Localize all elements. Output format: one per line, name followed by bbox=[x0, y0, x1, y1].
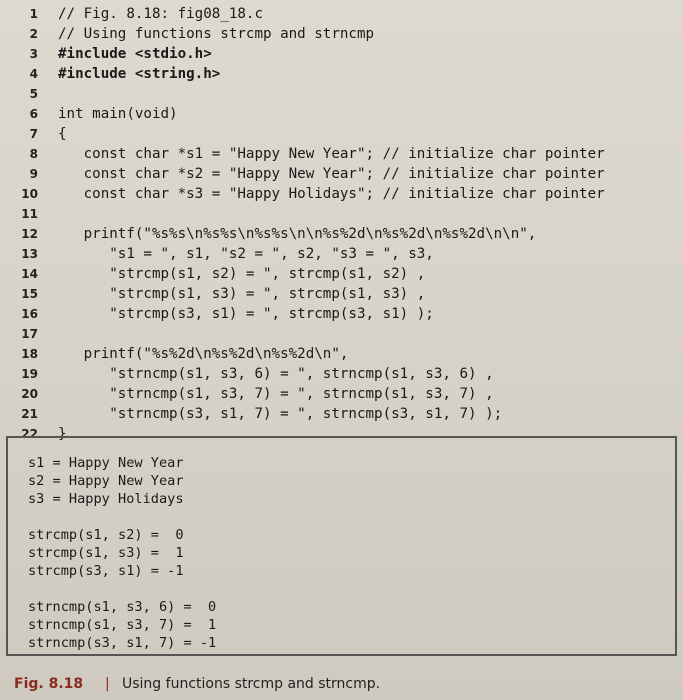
output-line: strncmp(s1, s3, 7) = 1 bbox=[28, 617, 217, 633]
code-text: // Using functions strcmp and strncmp bbox=[58, 26, 375, 42]
output-line: strncmp(s3, s1, 7) = -1 bbox=[28, 635, 217, 651]
code-text: { bbox=[58, 126, 67, 142]
figure-label: Fig. 8.18 bbox=[14, 676, 84, 692]
code-line bbox=[0, 144, 683, 164]
code-line bbox=[0, 204, 683, 224]
code-text: #include <string.h> bbox=[58, 66, 221, 82]
code-line bbox=[0, 184, 683, 204]
line-number: 17 bbox=[21, 327, 38, 341]
line-number: 2 bbox=[29, 27, 38, 41]
output-line: strncmp(s1, s3, 6) = 0 bbox=[28, 599, 217, 615]
line-number: 22 bbox=[21, 427, 38, 441]
code-text: "strcmp(s3, s1) = ", strcmp(s3, s1) ); bbox=[58, 306, 434, 322]
line-number: 11 bbox=[21, 207, 38, 221]
output-line: strcmp(s1, s3) = 1 bbox=[28, 545, 184, 561]
code-text: const char *s2 = "Happy New Year"; // initialize char pointer bbox=[58, 166, 605, 182]
code-text: "strcmp(s1, s2) = ", strcmp(s1, s2) , bbox=[58, 266, 426, 282]
line-number: 21 bbox=[21, 407, 38, 421]
line-number: 20 bbox=[21, 387, 38, 401]
code-text: "strncmp(s1, s3, 7) = ", strncmp(s1, s3, 7) , bbox=[58, 386, 494, 402]
line-number: 7 bbox=[29, 127, 38, 141]
code-text: printf("%s%2d\n%s%2d\n%s%2d\n", bbox=[58, 346, 349, 362]
line-number: 15 bbox=[21, 287, 38, 301]
code-line bbox=[0, 44, 683, 64]
code-line bbox=[0, 24, 683, 44]
program-output-box bbox=[6, 436, 677, 654]
line-number: 13 bbox=[21, 247, 38, 261]
code-line bbox=[0, 4, 683, 24]
code-line bbox=[0, 164, 683, 184]
code-line bbox=[0, 404, 683, 424]
code-text: const char *s1 = "Happy New Year"; // initialize char pointer bbox=[58, 146, 605, 162]
code-line bbox=[0, 124, 683, 144]
code-line bbox=[0, 364, 683, 384]
code-text: int main(void) bbox=[58, 106, 178, 122]
code-text: } bbox=[58, 426, 67, 442]
code-text: // Fig. 8.18: fig08_18.c bbox=[58, 6, 263, 22]
line-number: 9 bbox=[29, 167, 38, 181]
code-text: "strcmp(s1, s3) = ", strcmp(s1, s3) , bbox=[58, 286, 426, 302]
code-text: #include <stdio.h> bbox=[58, 46, 212, 62]
line-number: 4 bbox=[29, 67, 38, 81]
caption-text: Using functions strcmp and strncmp. bbox=[122, 676, 381, 692]
code-text: "strncmp(s3, s1, 7) = ", strncmp(s3, s1, 7) ); bbox=[58, 406, 503, 422]
line-number: 6 bbox=[29, 107, 38, 121]
code-text: "strncmp(s1, s3, 6) = ", strncmp(s1, s3, 6) , bbox=[58, 366, 494, 382]
line-number: 18 bbox=[21, 347, 38, 361]
line-number: 19 bbox=[21, 367, 38, 381]
caption-separator: | bbox=[105, 676, 110, 692]
line-number: 3 bbox=[29, 47, 38, 61]
code-line bbox=[0, 224, 683, 244]
line-number: 1 bbox=[29, 7, 38, 21]
line-number: 5 bbox=[29, 87, 38, 101]
output-line: strcmp(s3, s1) = -1 bbox=[28, 563, 184, 579]
line-number: 8 bbox=[29, 147, 38, 161]
code-text: printf("%s%s\n%s%s\n%s%s\n\n%s%2d\n%s%2d\n%s%2d\n\n", bbox=[58, 226, 537, 242]
code-text: "s1 = ", s1, "s2 = ", s2, "s3 = ", s3, bbox=[58, 246, 434, 262]
code-text: const char *s3 = "Happy Holidays"; // initialize char pointer bbox=[58, 186, 605, 202]
code-line bbox=[0, 304, 683, 324]
code-line bbox=[0, 384, 683, 404]
code-listing bbox=[0, 4, 683, 444]
line-number: 10 bbox=[21, 187, 38, 201]
code-line bbox=[0, 244, 683, 264]
code-line bbox=[0, 84, 683, 104]
output-line: s1 = Happy New Year bbox=[28, 455, 184, 471]
line-number: 12 bbox=[21, 227, 38, 241]
figure-caption bbox=[6, 654, 677, 698]
line-number: 16 bbox=[21, 307, 38, 321]
line-number: 14 bbox=[21, 267, 38, 281]
output-line: strcmp(s1, s2) = 0 bbox=[28, 527, 184, 543]
code-line bbox=[0, 104, 683, 124]
code-line bbox=[0, 64, 683, 84]
output-line: s2 = Happy New Year bbox=[28, 473, 184, 489]
output-line: s3 = Happy Holidays bbox=[28, 491, 184, 507]
code-line bbox=[0, 324, 683, 344]
code-line bbox=[0, 344, 683, 364]
code-line bbox=[0, 284, 683, 304]
code-line bbox=[0, 264, 683, 284]
